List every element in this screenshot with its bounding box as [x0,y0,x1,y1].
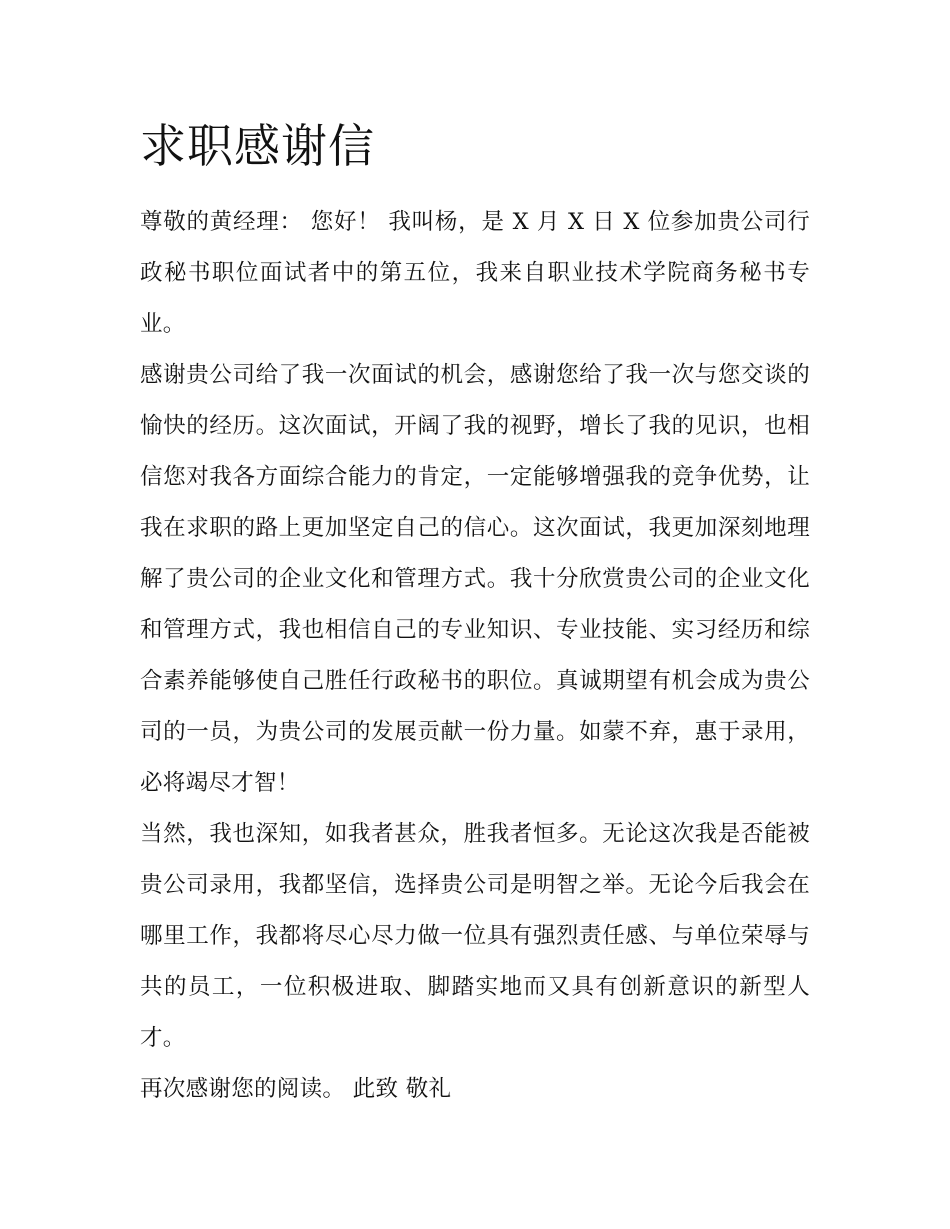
paragraph-greeting: 尊敬的黄经理： 您好！ 我叫杨，是 X 月 X 日 X 位参加贵公司行政秘书职位面试者中的第五位，我来自职业技术学院商务秘书专业。 [140,209,810,337]
document-title: 求职感谢信 [140,119,375,173]
paragraph-thanks: 感谢贵公司给了我一次面试的机会，感谢您给了我一次与您交谈的愉快的经历。这次面试，开阔了我的视野，增长了我的见识，也相信您对我各方面综合能力的肯定，一定能够增强我的竞争优势，让我在求职的路上更加坚定自己的信心。这次面试，我更加深刻地理解了贵公司的企业文化和管理方式。我十分欣赏贵公司的企业文化和管理方式，我也相信自己的专业知识、专业技能、实习经历和综合素养能够使自己胜任行政秘书的职位。真诚期望有机会成为贵公司的一员，为贵公司的发展贡献一份力量。如蒙不弃，惠于录用，必将竭尽才智！ [140,362,810,796]
paragraph-closing: 再次感谢您的阅读。 此致 敬礼 [140,1076,452,1102]
letter-body [140,197,810,1115]
paragraph-commitment: 当然，我也深知，如我者甚众，胜我者恒多。无论这次我是否能被贵公司录用，我都坚信，选择贵公司是明智之举。无论今后我会在哪里工作，我都将尽心尽力做一位具有强烈责任感、与单位荣辱与共的员工，一位积极进取、脚踏实地而又具有创新意识的新型人才。 [140,821,810,1051]
